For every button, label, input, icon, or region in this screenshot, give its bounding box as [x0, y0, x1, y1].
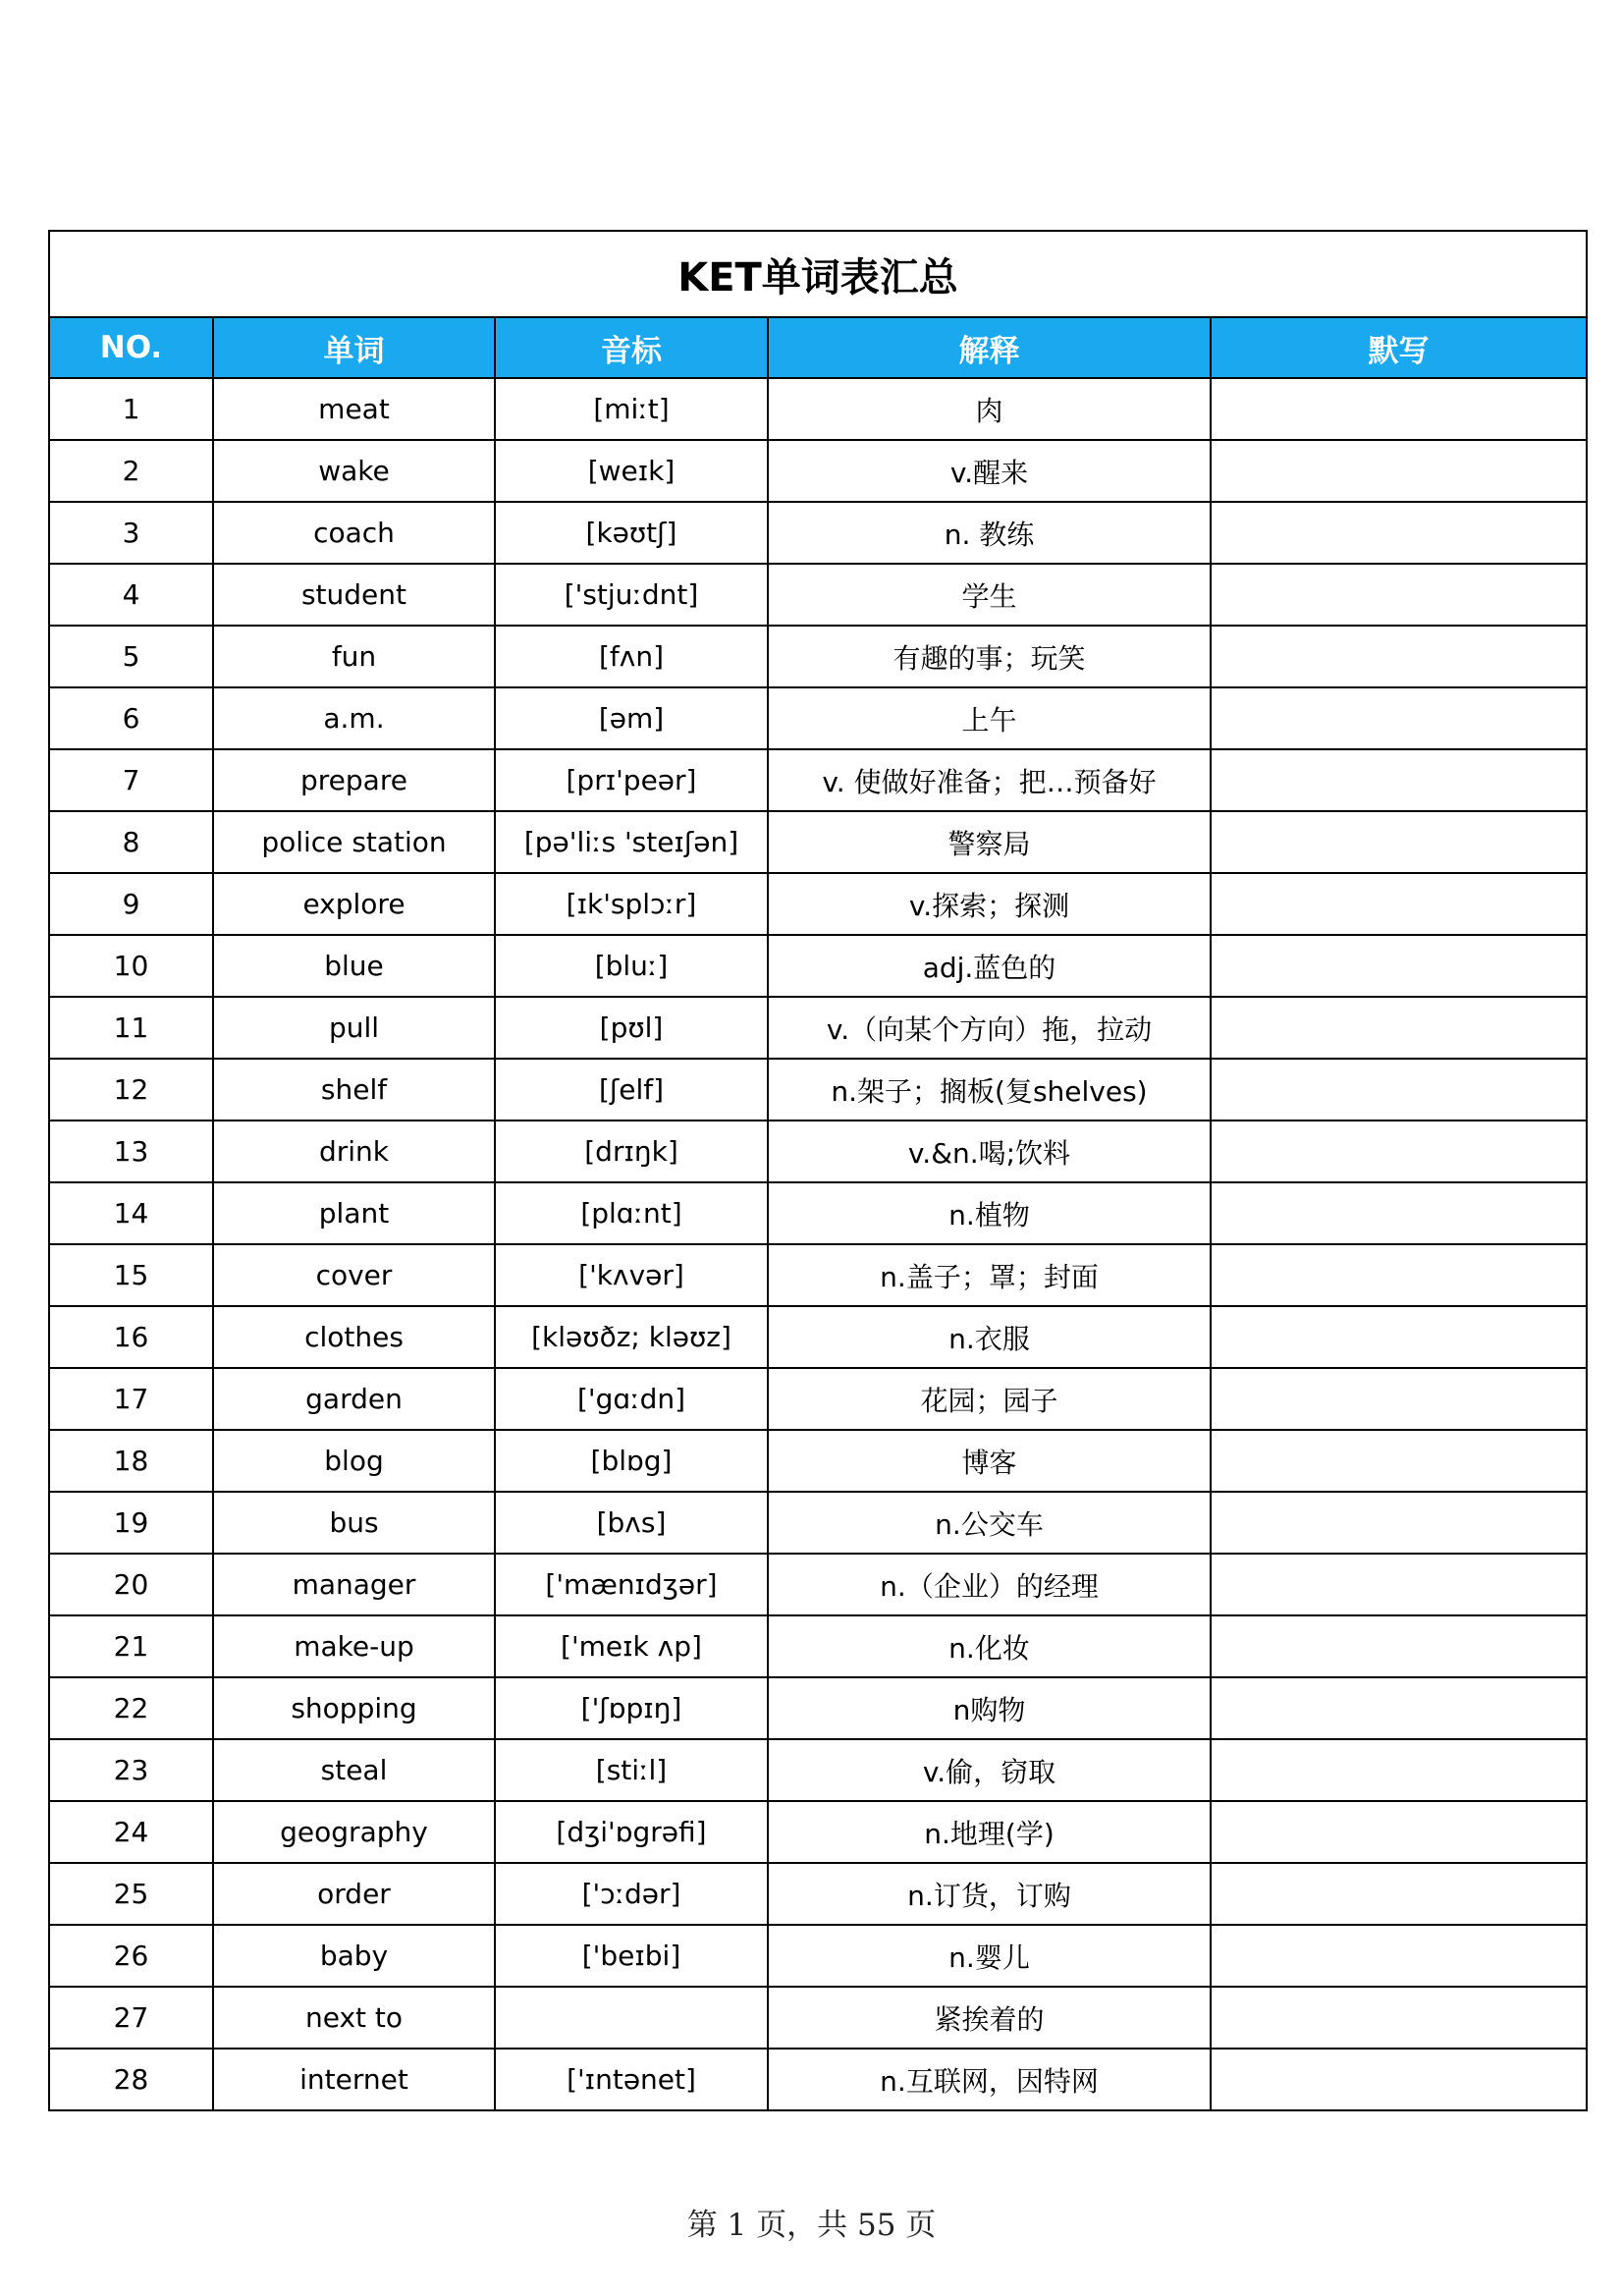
cell-no: 14 [49, 1182, 213, 1244]
table-row [49, 749, 1587, 811]
cell-dictation[interactable] [1211, 1801, 1587, 1863]
cell-word: internet [213, 2049, 495, 2110]
cell-no: 23 [49, 1739, 213, 1801]
cell-meaning: 警察局 [768, 811, 1211, 873]
cell-no: 13 [49, 1121, 213, 1182]
cell-no: 20 [49, 1554, 213, 1615]
header-no: NO. [49, 317, 213, 378]
cell-dictation[interactable] [1211, 1739, 1587, 1801]
cell-no: 25 [49, 1863, 213, 1925]
cell-phonetic: [dʒi'ɒgrəfi] [495, 1801, 768, 1863]
cell-meaning: adj.蓝色的 [768, 935, 1211, 997]
cell-no: 4 [49, 564, 213, 626]
cell-no: 8 [49, 811, 213, 873]
cell-meaning: n.化妆 [768, 1615, 1211, 1677]
table-row [49, 1554, 1587, 1615]
cell-phonetic: [ɪk'splɔːr] [495, 873, 768, 935]
cell-phonetic: ['ɪntənet] [495, 2049, 768, 2110]
cell-dictation[interactable] [1211, 1430, 1587, 1492]
cell-phonetic: ['meɪk ʌp] [495, 1615, 768, 1677]
vocabulary-table [48, 230, 1588, 2111]
cell-word: clothes [213, 1306, 495, 1368]
table-row [49, 1430, 1587, 1492]
cell-dictation[interactable] [1211, 873, 1587, 935]
cell-word: baby [213, 1925, 495, 1987]
cell-word: order [213, 1863, 495, 1925]
cell-no: 9 [49, 873, 213, 935]
cell-meaning: 学生 [768, 564, 1211, 626]
header-meaning: 解释 [768, 317, 1211, 378]
cell-dictation[interactable] [1211, 1863, 1587, 1925]
table-row [49, 2049, 1587, 2110]
cell-no: 6 [49, 687, 213, 749]
cell-meaning: 有趣的事；玩笑 [768, 626, 1211, 687]
cell-no: 7 [49, 749, 213, 811]
cell-dictation[interactable] [1211, 502, 1587, 564]
table-row [49, 935, 1587, 997]
cell-word: shopping [213, 1677, 495, 1739]
cell-dictation[interactable] [1211, 1306, 1587, 1368]
cell-word: drink [213, 1121, 495, 1182]
cell-no: 12 [49, 1059, 213, 1121]
table-body [49, 378, 1587, 2110]
cell-word: police station [213, 811, 495, 873]
table-row [49, 873, 1587, 935]
cell-no: 28 [49, 2049, 213, 2110]
cell-meaning: 花园；园子 [768, 1368, 1211, 1430]
table-row [49, 1925, 1587, 1987]
cell-word: coach [213, 502, 495, 564]
cell-word: prepare [213, 749, 495, 811]
cell-phonetic: [ʃelf] [495, 1059, 768, 1121]
cell-meaning: n.婴儿 [768, 1925, 1211, 1987]
cell-phonetic: [weɪk] [495, 440, 768, 502]
cell-word: plant [213, 1182, 495, 1244]
table-row [49, 564, 1587, 626]
table-row [49, 378, 1587, 440]
cell-word: meat [213, 378, 495, 440]
cell-phonetic: [plɑːnt] [495, 1182, 768, 1244]
cell-meaning: n.地理(学) [768, 1801, 1211, 1863]
cell-dictation[interactable] [1211, 1059, 1587, 1121]
table-row [49, 440, 1587, 502]
cell-word: student [213, 564, 495, 626]
table-row [49, 1739, 1587, 1801]
cell-no: 21 [49, 1615, 213, 1677]
cell-meaning: n购物 [768, 1677, 1211, 1739]
cell-word: manager [213, 1554, 495, 1615]
cell-meaning: 上午 [768, 687, 1211, 749]
cell-phonetic: ['stjuːdnt] [495, 564, 768, 626]
page-footer: 第 1 页，共 55 页 [686, 2208, 937, 2243]
cell-phonetic: ['gɑːdn] [495, 1368, 768, 1430]
cell-no: 27 [49, 1987, 213, 2049]
cell-word: make-up [213, 1615, 495, 1677]
cell-dictation[interactable] [1211, 378, 1587, 440]
cell-dictation[interactable] [1211, 626, 1587, 687]
cell-dictation[interactable] [1211, 935, 1587, 997]
cell-dictation[interactable] [1211, 440, 1587, 502]
cell-no: 18 [49, 1430, 213, 1492]
cell-dictation[interactable] [1211, 687, 1587, 749]
table-row [49, 1182, 1587, 1244]
table-row [49, 1368, 1587, 1430]
cell-no: 2 [49, 440, 213, 502]
cell-meaning: n.（企业）的经理 [768, 1554, 1211, 1615]
cell-meaning: n. 教练 [768, 502, 1211, 564]
cell-dictation[interactable] [1211, 1368, 1587, 1430]
table-row [49, 1987, 1587, 2049]
cell-no: 11 [49, 997, 213, 1059]
table-row [49, 997, 1587, 1059]
cell-word: geography [213, 1801, 495, 1863]
cell-meaning: n.订货，订购 [768, 1863, 1211, 1925]
cell-word: a.m. [213, 687, 495, 749]
cell-phonetic: [miːt] [495, 378, 768, 440]
table-row [49, 626, 1587, 687]
cell-dictation[interactable] [1211, 811, 1587, 873]
cell-dictation[interactable] [1211, 1244, 1587, 1306]
table-row [49, 1306, 1587, 1368]
cell-dictation[interactable] [1211, 2049, 1587, 2110]
cell-word: bus [213, 1492, 495, 1554]
cell-word: blue [213, 935, 495, 997]
cell-meaning: v.探索；探测 [768, 873, 1211, 935]
cell-word: garden [213, 1368, 495, 1430]
cell-phonetic: [kəʊtʃ] [495, 502, 768, 564]
cell-meaning: v.醒来 [768, 440, 1211, 502]
cell-meaning: 博客 [768, 1430, 1211, 1492]
table-row [49, 1492, 1587, 1554]
table-row [49, 502, 1587, 564]
cell-meaning: v.&n.喝;饮料 [768, 1121, 1211, 1182]
cell-meaning: n.植物 [768, 1182, 1211, 1244]
table-row [49, 1059, 1587, 1121]
cell-meaning: 紧挨着的 [768, 1987, 1211, 2049]
cell-meaning: n.衣服 [768, 1306, 1211, 1368]
cell-meaning: v. 使做好准备；把…预备好 [768, 749, 1211, 811]
cell-dictation[interactable] [1211, 997, 1587, 1059]
cell-phonetic: [bʌs] [495, 1492, 768, 1554]
cell-phonetic: [əm] [495, 687, 768, 749]
cell-meaning: n.盖子；罩；封面 [768, 1244, 1211, 1306]
cell-phonetic: [fʌn] [495, 626, 768, 687]
table-row [49, 811, 1587, 873]
cell-meaning: n.互联网，因特网 [768, 2049, 1211, 2110]
table-row [49, 1121, 1587, 1182]
table-row [49, 1677, 1587, 1739]
cell-word: explore [213, 873, 495, 935]
cell-phonetic: ['ʃɒpɪŋ] [495, 1677, 768, 1739]
cell-no: 10 [49, 935, 213, 997]
cell-word: cover [213, 1244, 495, 1306]
cell-word: blog [213, 1430, 495, 1492]
cell-no: 19 [49, 1492, 213, 1554]
cell-no: 5 [49, 626, 213, 687]
cell-dictation[interactable] [1211, 1121, 1587, 1182]
table-title: KET单词表汇总 [49, 231, 1587, 317]
table-row [49, 1244, 1587, 1306]
cell-meaning: v.（向某个方向）拖，拉动 [768, 997, 1211, 1059]
cell-meaning: 肉 [768, 378, 1211, 440]
header-word: 单词 [213, 317, 495, 378]
cell-dictation[interactable] [1211, 564, 1587, 626]
cell-no: 3 [49, 502, 213, 564]
table-row [49, 1801, 1587, 1863]
cell-no: 22 [49, 1677, 213, 1739]
cell-word: wake [213, 440, 495, 502]
cell-meaning: n.公交车 [768, 1492, 1211, 1554]
cell-dictation[interactable] [1211, 1554, 1587, 1615]
cell-phonetic: [drɪŋk] [495, 1121, 768, 1182]
cell-phonetic: [kləʊðz; kləʊz] [495, 1306, 768, 1368]
cell-phonetic: [prɪ'peər] [495, 749, 768, 811]
table-row [49, 1863, 1587, 1925]
cell-phonetic: [pʊl] [495, 997, 768, 1059]
cell-dictation[interactable] [1211, 1987, 1587, 2049]
cell-word: steal [213, 1739, 495, 1801]
table-row [49, 687, 1587, 749]
cell-no: 24 [49, 1801, 213, 1863]
cell-no: 17 [49, 1368, 213, 1430]
cell-phonetic [495, 1987, 768, 2049]
cell-meaning: n.架子；搁板(复shelves) [768, 1059, 1211, 1121]
title-row [49, 231, 1587, 317]
cell-phonetic: [pə'liːs 'steɪʃən] [495, 811, 768, 873]
cell-dictation[interactable] [1211, 1615, 1587, 1677]
cell-dictation[interactable] [1211, 749, 1587, 811]
header-row [49, 317, 1587, 378]
cell-phonetic: ['kʌvər] [495, 1244, 768, 1306]
cell-dictation[interactable] [1211, 1492, 1587, 1554]
cell-dictation[interactable] [1211, 1182, 1587, 1244]
cell-no: 1 [49, 378, 213, 440]
header-phonetic: 音标 [495, 317, 768, 378]
cell-phonetic: ['beɪbi] [495, 1925, 768, 1987]
cell-phonetic: ['ɔːdər] [495, 1863, 768, 1925]
cell-word: pull [213, 997, 495, 1059]
cell-word: fun [213, 626, 495, 687]
cell-no: 26 [49, 1925, 213, 1987]
cell-dictation[interactable] [1211, 1925, 1587, 1987]
cell-phonetic: ['mænɪdʒər] [495, 1554, 768, 1615]
header-dictation: 默写 [1211, 317, 1587, 378]
cell-word: shelf [213, 1059, 495, 1121]
cell-phonetic: [bluː] [495, 935, 768, 997]
cell-meaning: v.偷，窃取 [768, 1739, 1211, 1801]
cell-no: 16 [49, 1306, 213, 1368]
cell-dictation[interactable] [1211, 1677, 1587, 1739]
cell-phonetic: [stiːl] [495, 1739, 768, 1801]
cell-phonetic: [blɒg] [495, 1430, 768, 1492]
table-row [49, 1615, 1587, 1677]
cell-no: 15 [49, 1244, 213, 1306]
cell-word: next to [213, 1987, 495, 2049]
